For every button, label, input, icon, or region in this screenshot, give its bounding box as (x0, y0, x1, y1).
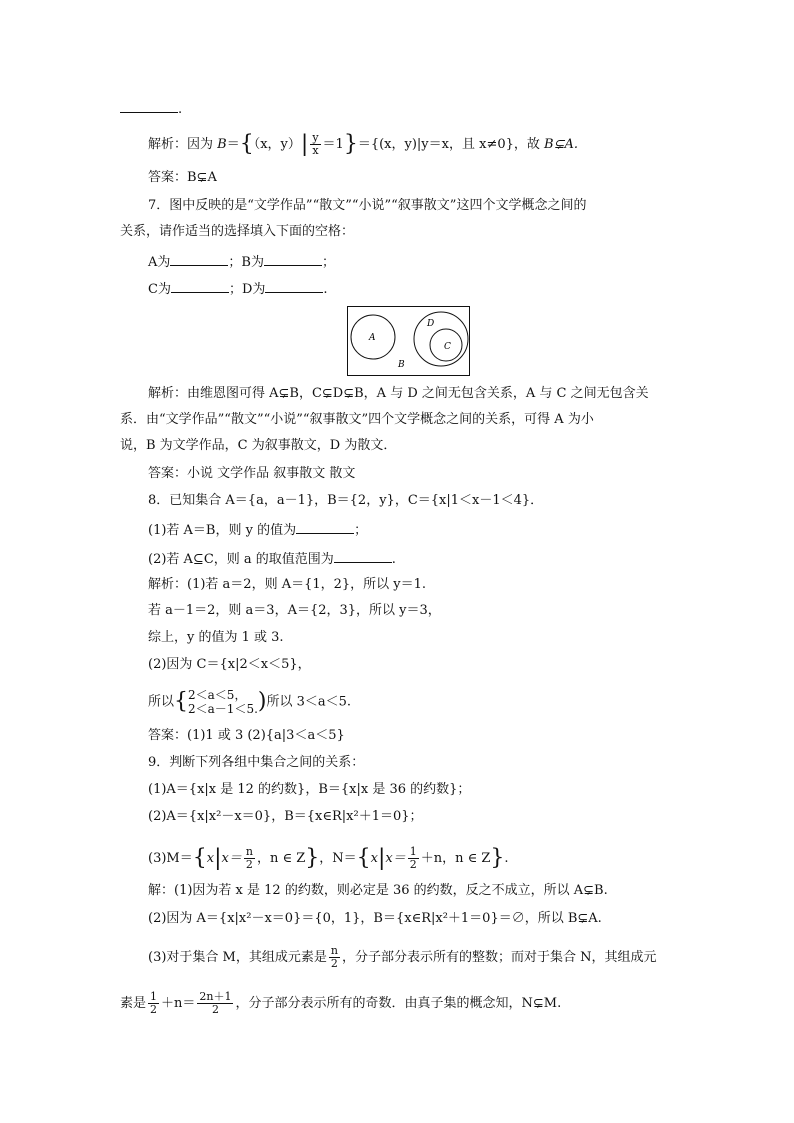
analysis-8-system: 所以{ 2＜a＜5， 2＜a－1＜5. )所以 3＜a＜5. (148, 688, 352, 716)
fraction: $\frac{2n+1}{2}$ (199, 990, 232, 1016)
analysis-7-cont2: 说，B 为文学作品，C 为叙事散文，D 为散文． (120, 438, 397, 453)
fill-blank (120, 100, 178, 113)
venn-label-d: D (427, 319, 435, 329)
fill-blank (264, 253, 322, 266)
fill-blank (170, 253, 228, 266)
answer-6: 答案：B⊊A (148, 170, 217, 185)
fraction: $\frac{n}{2}$ (245, 845, 253, 871)
fill-blank (296, 521, 354, 534)
answer-7: 答案：小说 文学作品 叙事散文 散文 (148, 466, 356, 481)
analysis-8-line3: 综上，y 的值为 1 或 3. (148, 630, 284, 645)
solution-9-part3-cont: 素是 $\frac{1}{2}$ ＋n＝ $\frac{2n+1}{2}$ ，分子部分表示所有的奇数．由真子集的概念知，N⊊M. (120, 990, 562, 1016)
fraction: $\frac{n}{2}$ (330, 944, 338, 970)
question-7: 7．图中反映的是“文学作品”“散文”“小说”“叙事散文”这四个文学概念之间的 (148, 198, 587, 213)
answer-blank-line: . (120, 100, 182, 118)
analysis-8-line2: 若 a－1＝2，则 a＝3，A＝{2，3}，所以 y＝3， (148, 603, 441, 618)
solution-9-part2: (2)因为 A＝{x|x²－x＝0}＝{0，1}，B＝{x∈R|x²＋1＝0}＝∅，所以 B⊊A. (148, 911, 602, 926)
inequality-system: 2＜a＜5， 2＜a－1＜5. (188, 688, 258, 716)
question-7-blanks-ab: A为 ；B为 ； (148, 255, 335, 270)
venn-universe-b (348, 307, 470, 376)
solution-9-part3: (3)对于集合 M，其组成元素是 $\frac{n}{2}$ ，分子部分表示所有的整数；而对于集合 N，其组成元 (148, 944, 657, 970)
question-7-cont: 关系，请作适当的选择填入下面的空格： (120, 224, 355, 239)
venn-label-c: C (444, 342, 451, 352)
analysis-8-line1: 解析：(1)若 a＝2，则 A＝{1，2}，所以 y＝1. (148, 577, 427, 592)
fraction: $\frac{1}{2}$ (150, 990, 158, 1016)
question-9-part2: (2)A＝{x|x²－x＝0}，B＝{x∈R|x²＋1＝0}； (148, 809, 423, 824)
analysis-8-line4: (2)因为 C＝{x|2＜x＜5}， (148, 657, 311, 672)
fill-blank (265, 280, 323, 293)
solution-9-part1: 解：(1)因为若 x 是 12 的约数，则必定是 36 的约数，反之不成立，所以 A⊊B. (148, 883, 608, 898)
fill-blank (334, 550, 392, 563)
venn-circle-d (414, 312, 468, 366)
question-8-part2: (2)若 A⊆C，则 a 的取值范围为 . (148, 552, 396, 567)
question-9-part3: (3)M＝{x|x＝ $\frac{n}{2}$ ，n ∈ Z}，N＝{x|x＝ $\frac{1}{2}$ ＋n，n ∈ Z}. (148, 845, 509, 871)
question-8: 8．已知集合 A＝{a，a－1}，B＝{2，y}，C＝{x|1＜x－1＜4}． (148, 493, 544, 508)
fraction: $\frac{1}{2}$ (409, 845, 417, 871)
analysis-7: 解析：由维恩图可得 A⊊B，C⊊D⊊B，A 与 D 之间无包含关系，A 与 C 之间无包含关 (148, 386, 649, 401)
fill-blank (171, 280, 229, 293)
venn-label-a: A (369, 333, 376, 343)
venn-label-b: B (398, 360, 405, 370)
venn-diagram (347, 306, 470, 376)
question-8-part1: (1)若 A＝B，则 y 的值为 ； (148, 523, 368, 538)
analysis-6: 解析：因为 B＝{（x，y）| $\frac{y}{x}$ ＝1}＝{(x，y)|y＝x，且 x≠0}，故 B⊊A. (148, 131, 578, 157)
question-9: 9．判断下列各组中集合之间的关系： (148, 755, 365, 770)
analysis-7-cont: 系．由“文学作品”“散文”“小说”“叙事散文”四个文学概念之间的关系，可得 A 为小 (120, 412, 594, 427)
fraction: $\frac{y}{x}$ (312, 131, 319, 157)
question-9-part1: (1)A＝{x|x 是 12 的约数}，B＝{x|x 是 36 的约数}； (148, 782, 471, 797)
answer-8: 答案：(1)1 或 3 (2){a|3＜a＜5} (148, 728, 345, 743)
question-7-blanks-cd: C为 ；D为 . (148, 282, 328, 297)
